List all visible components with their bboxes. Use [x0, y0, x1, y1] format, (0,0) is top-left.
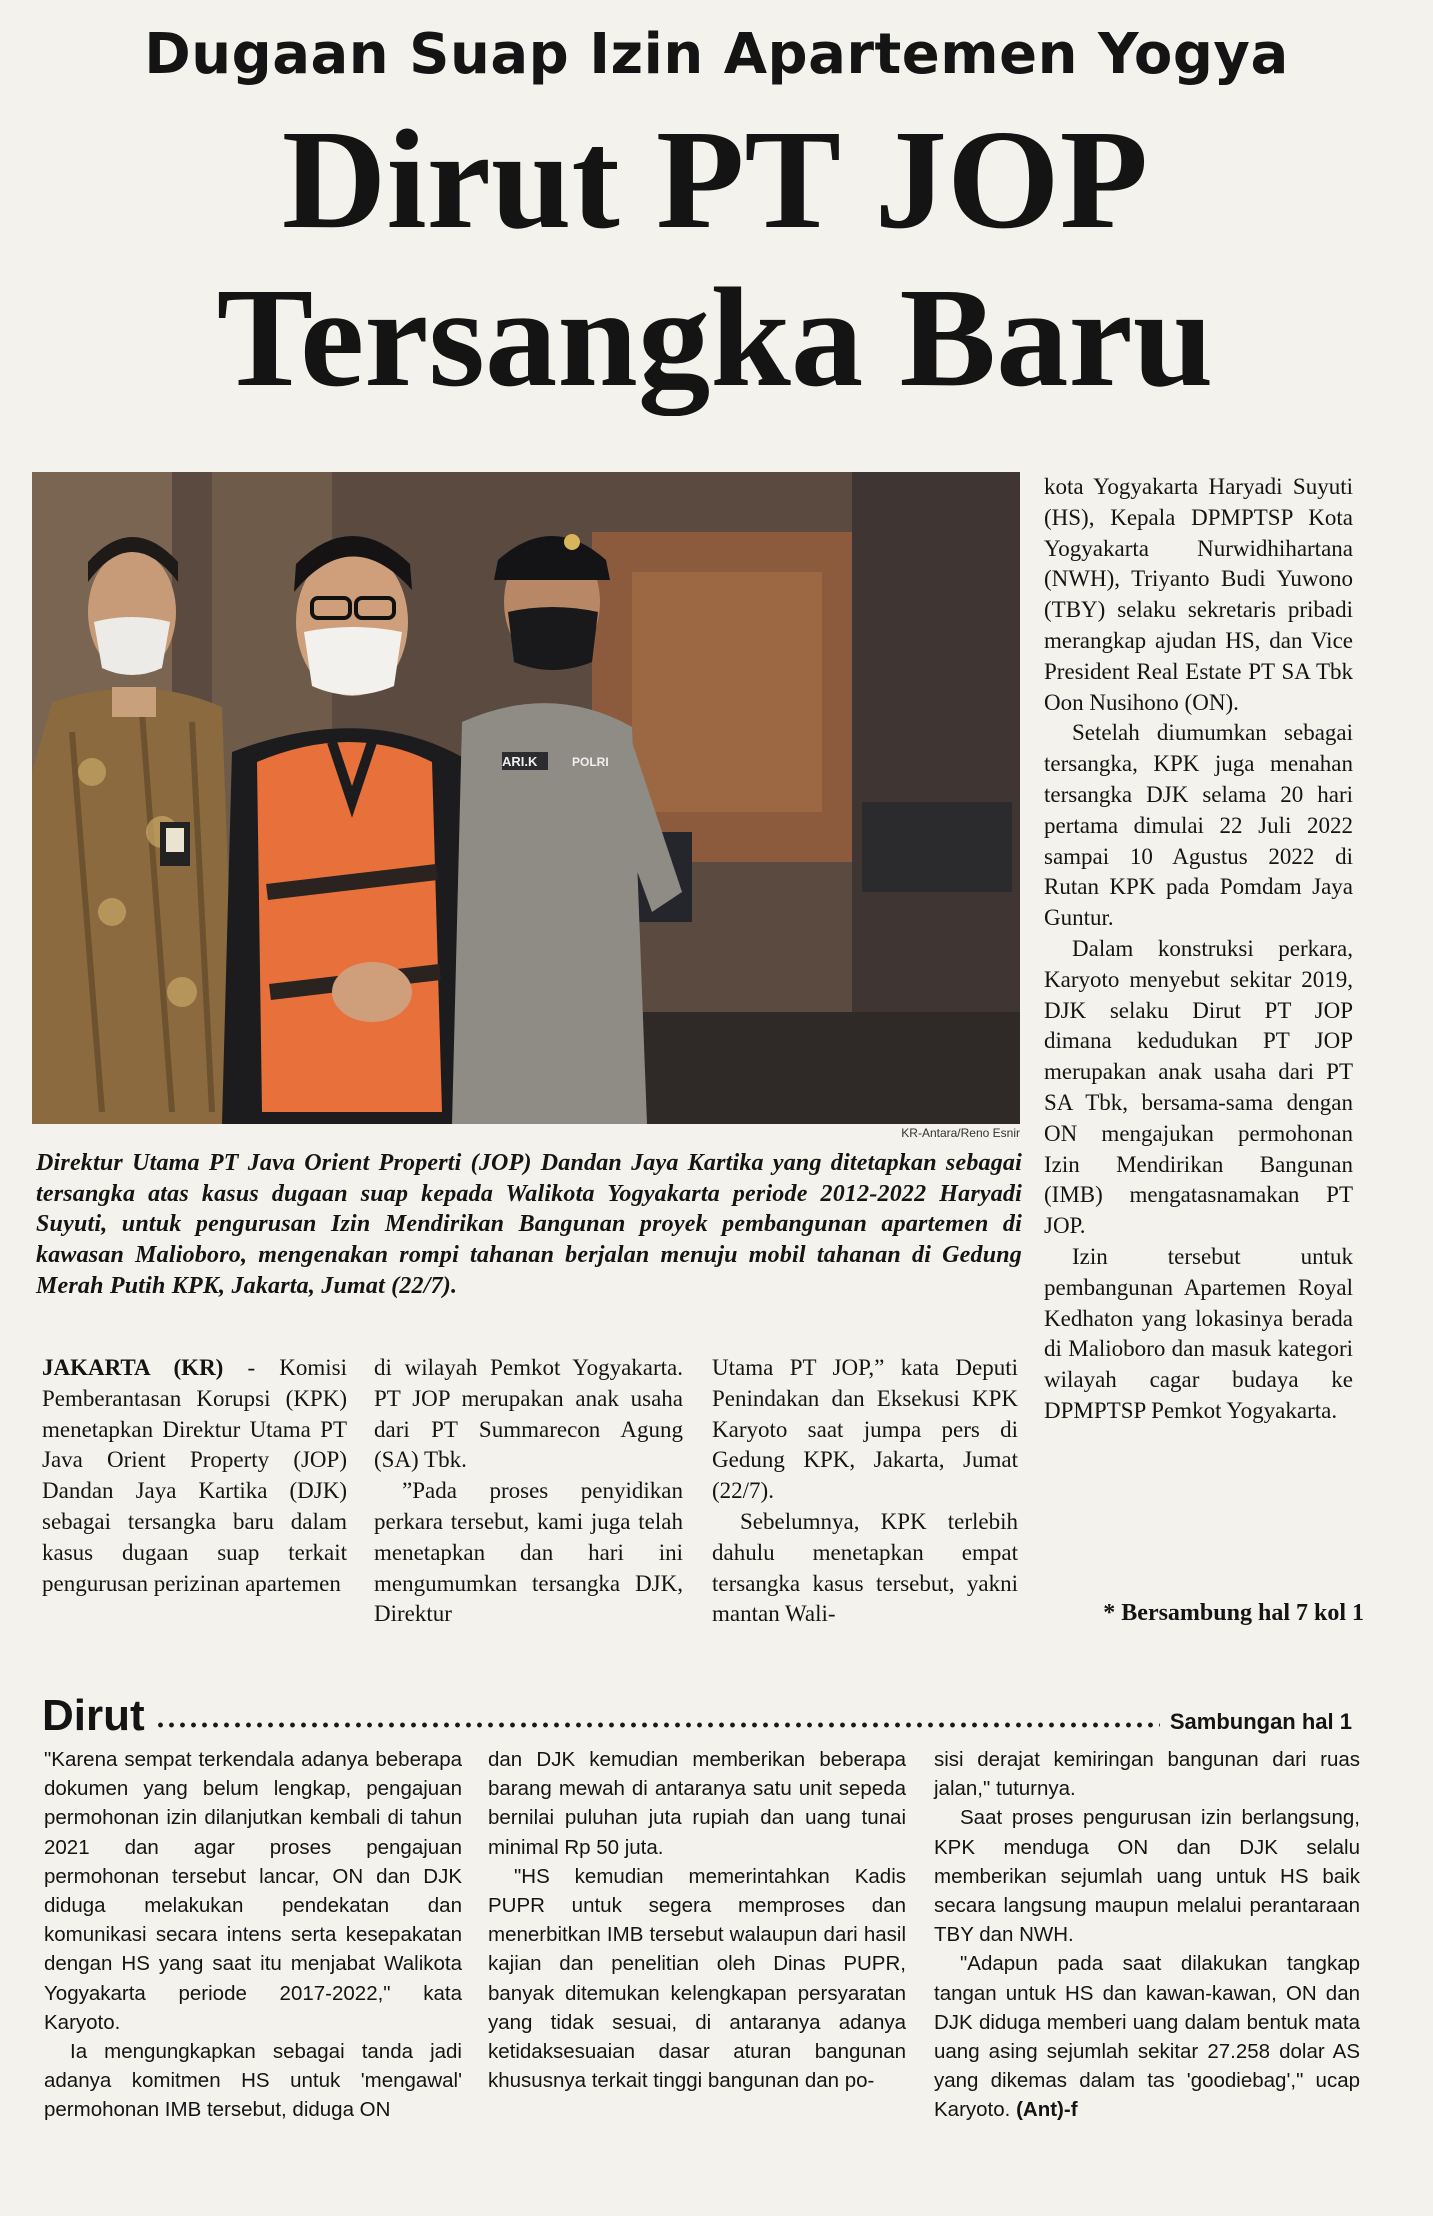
paragraph: kota Yogyakarta Haryadi Suyuti (HS), Kepala DPMPTSP Kota Yogyakarta Nurwidhihartana (NWH), Triyanto Budi Yuwono (TBY) selaku sekretaris pribadi merangkap ajudan HS, dan Vice President Real Estate PT SA Tbk Oon Nusihono (ON).	[1044, 474, 1353, 715]
paragraph	[934, 1949, 1360, 2124]
news-photo-illustration	[32, 472, 1020, 1124]
paragraph: Setelah diumumkan sebagai tersangka, KPK juga menahan tersangka DJK selama 20 hari pertama dimulai 22 Juli 2022 sampai 10 Agustus 2022 di Rutan KPK pada Pomdam Jaya Guntur.	[1044, 720, 1353, 931]
paragraph: Sebelumnya, KPK terlebih dahulu menetapkan empat tersangka kasus tersebut, yakni mantan Wali-	[712, 1508, 1018, 1627]
headline-line-1: Dirut PT JOP	[281, 100, 1149, 258]
paragraph: ”Pada proses penyidikan perkara tersebut, kami juga telah menetapkan dan hari ini mengumumkan tersangka DJK, Direktur	[374, 1478, 683, 1627]
continued-marker: * Bersambung hal 7 kol 1	[1103, 1600, 1364, 1626]
paragraph: dan DJK kemudian memberikan beberapa barang mewah di antaranya satu unit sepeda bernilai puluhan juta rupiah dan uang tunai minimal Rp 50 juta.	[488, 1748, 906, 1859]
continuation-title: Dirut	[42, 1691, 145, 1740]
paragraph: Ia mengungkapkan sebagai tanda jadi adanya komitmen HS untuk 'mengawal' permohonan IMB tersebut, diduga ON	[44, 2040, 462, 2122]
dateline: JAKARTA (KR)	[42, 1355, 224, 1380]
continuation-header	[42, 1688, 1352, 1738]
paragraph: di wilayah Pemkot Yogyakarta. PT JOP merupakan anak usaha dari PT Summarecon Agung (SA) Tbk.	[374, 1355, 683, 1473]
continuation-page-ref: Sambungan hal 1	[1169, 1709, 1352, 1734]
paragraph: Utama PT JOP,” kata Deputi Penindakan dan Eksekusi KPK Karyoto saat jumpa pers di Gedung KPK, Jakarta, Jumat (22/7).	[712, 1355, 1018, 1504]
police-name-badge: ARI.K	[502, 754, 538, 769]
news-photo	[32, 472, 1020, 1124]
article-column-3	[712, 1353, 1018, 1630]
dotted-leader	[155, 1720, 1160, 1730]
photo-caption: Direktur Utama PT Java Orient Properti (JOP) Dandan Jaya Kartika yang ditetapkan sebagai tersangka atas kasus dugaan suap kepada Walikota Yogyakarta periode 2012-2022 Haryadi Suyuti, untuk pengurusan Izin Mendirikan Bangunan proyek pembangunan apartemen di kawasan Malioboro, mengenakan rompi tahanan berjalan menuju mobil tahanan di Gedung Merah Putih KPK, Jakarta, Jumat (22/7).	[36, 1150, 1022, 1299]
paragraph: "Karena sempat terkendala adanya beberapa dokumen yang belum lengkap, pengajuan permohonan izin dilanjutkan kembali di tahun 2021 dan agar proses pengajuan permohonan tersebut lancar, ON dan DJK diduga melakukan pendekatan dan komunikasi secara intens serta kesepakatan dengan HS yang saat itu menjabat Walikota Yogyakarta periode 2017-2022," kata Karyoto.	[44, 1748, 462, 2034]
article-headline	[16, 100, 1413, 416]
paragraph: sisi derajat kemiringan bangunan dari ruas jalan," tuturnya.	[934, 1748, 1360, 1801]
continuation-column-1	[44, 1745, 462, 2125]
article-kicker: Dugaan Suap Izin Apartemen Yogya	[144, 22, 1289, 87]
lead-text: - Komisi Pemberantasan Korupsi (KPK) menetapkan Direktur Utama PT Java Orient Property (JOP) Dandan Jaya Kartika (DJK) sebagai tersangka baru dalam kasus dugaan suap terkait pengurusan perizinan apartemen	[42, 1355, 347, 1596]
continuation-column-3	[934, 1745, 1360, 2125]
lead-paragraph	[42, 1353, 347, 1599]
headline-line-2: Tersangka Baru	[216, 258, 1214, 416]
paragraph: Dalam konstruksi perkara, Karyoto menyebut sekitar 2019, DJK selaku Dirut PT JOP dimana kedudukan PT JOP merupakan anak usaha dari PT SA Tbk, bersama-sama dengan ON mengajukan permohonan Izin Mendirikan Bangunan (IMB) mengatasnamakan PT JOP.	[1044, 935, 1353, 1239]
article-column-2	[374, 1353, 683, 1630]
article-column-1	[42, 1353, 347, 1599]
article-column-right	[1044, 472, 1353, 1427]
paragraph: Izin tersebut untuk pembangunan Apartemen Royal Kedhaton yang lokasinya berada di Malioboro dan masuk kategori wilayah cagar budaya ke DPMPTSP Pemkot Yogyakarta.	[1044, 1243, 1353, 1423]
author-signature: (Ant)-f	[1016, 2098, 1078, 2122]
paragraph: "HS kemudian memerintahkan Kadis PUPR untuk segera memproses dan menerbitkan IMB tersebut walaupun dari hasil kajian dan penelitian oleh Dinas PUPR, banyak ditemukan kelengkapan persyaratan yang tidak sesuai, di antaranya adanya ketidaksesuaian dasar aturan bangunan khususnya terkait tinggi bangunan dan po-	[488, 1864, 906, 2093]
police-unit-badge: POLRI	[572, 755, 609, 769]
paragraph-text: "Adapun pada saat dilakukan tangkap tangan untuk HS dan kawan-kawan, ON dan DJK diduga memberi uang dalam bentuk mata uang asing sejumlah sekitar 27.258 dolar AS yang dikemas dalam tas 'goodiebag'," ucap Karyoto.	[934, 1952, 1360, 2122]
photo-credit: KR-Antara/Reno Esnir	[901, 1126, 1020, 1140]
continuation-column-2	[488, 1745, 906, 2095]
paragraph: Saat proses pengurusan izin berlangsung, KPK menduga ON dan DJK selalu memberikan sejumlah uang untuk HS baik secara langsung maupun melalui perantaraan TBY dan NWH.	[934, 1806, 1360, 1947]
